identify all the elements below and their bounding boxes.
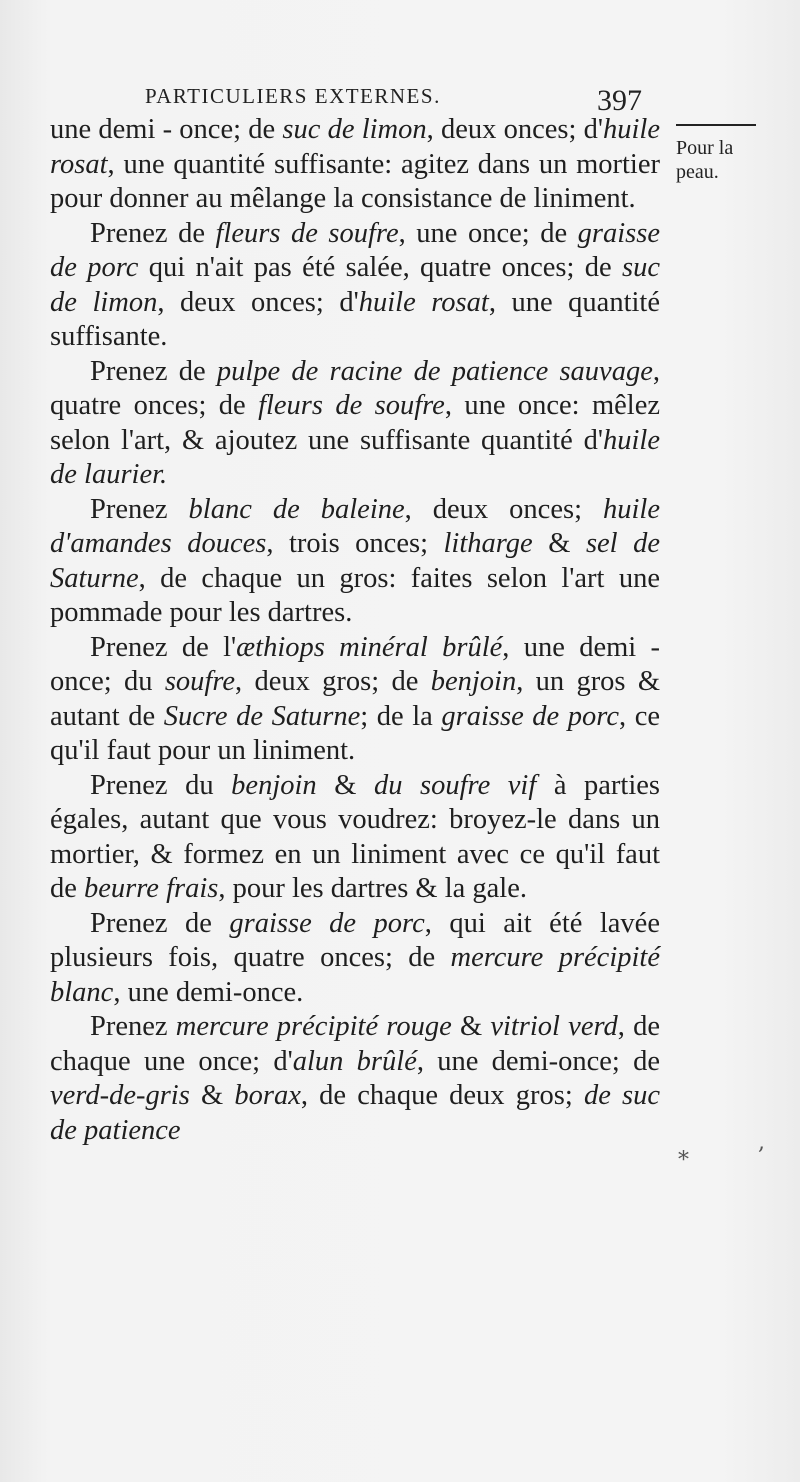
- italic-run: huile d'amandes douces: [50, 493, 660, 559]
- paragraph: [50, 1010, 660, 1148]
- text-run: , trois onces;: [266, 528, 444, 559]
- text-run: &: [189, 1080, 235, 1111]
- italic-run: Sucre de Saturne: [163, 700, 361, 732]
- text-run: , deux onces;: [404, 493, 603, 525]
- italic-run: huile rosat: [358, 286, 489, 318]
- running-title: PARTICULIERS EXTERNES.: [145, 84, 441, 108]
- ink-speck: *: [678, 1148, 689, 1173]
- italic-run: fleurs de soufre: [258, 390, 445, 421]
- margin-note-line-1: Pour la: [676, 137, 734, 159]
- text-run: à parties égales, autant que vous voudrez: broyez-le dans un mortier, & formez en un liniment avec ce qu'il faut de: [50, 769, 660, 904]
- margin-note-line-2: peau.: [676, 161, 719, 183]
- text-run: , de chaque un gros: faites selon l'art une pommade pour les dartres.: [50, 562, 660, 628]
- text-run: &: [451, 1011, 491, 1042]
- paragraph: [50, 769, 660, 907]
- text-run: , de chaque une once; d': [50, 1011, 660, 1077]
- italic-run: mercure précipité blanc: [50, 942, 660, 1008]
- italic-run: benjoin: [430, 666, 517, 697]
- text-run: , une quantité suffisante.: [50, 286, 660, 352]
- italic-run: beurre frais: [84, 873, 219, 904]
- italic-run: sel de Saturne: [50, 528, 661, 594]
- text-run: , pour les dartres & la gale.: [218, 873, 528, 904]
- italic-run: mercure précipité rouge: [175, 1011, 452, 1042]
- text-run: Prenez de l': [90, 631, 237, 663]
- text-run: , une once: mêlez selon l'art, & ajoutez une suffisante quantité d': [50, 390, 661, 456]
- text-run: , deux gros; de: [235, 666, 431, 697]
- text-run: Prenez de: [90, 217, 216, 249]
- italic-run: du soufre vif: [373, 769, 537, 801]
- text-run: une demi - once; de: [50, 114, 283, 145]
- text-run: Prenez: [90, 1011, 176, 1042]
- text-run: , de chaque deux gros;: [300, 1080, 584, 1111]
- italic-run: fleurs de soufre: [215, 217, 399, 249]
- text-run: , qui ait été lavée plusieurs fois, quatre onces; de: [50, 907, 660, 973]
- text-run: , une quantité suffisante: agitez dans un mortier pour donner au mêlange la consistance de liniment.: [50, 148, 660, 214]
- ink-speck: ,: [758, 1130, 765, 1155]
- italic-run: borax: [234, 1080, 301, 1111]
- italic-run: graisse de porc: [441, 700, 619, 732]
- italic-run: graisse de porc: [50, 217, 660, 283]
- text-run: , une demi-once.: [113, 976, 304, 1008]
- text-run: &: [316, 769, 374, 801]
- text-run: , une demi - once; du: [50, 631, 660, 697]
- italic-run: huile rosat: [50, 114, 661, 180]
- italic-run: verd-de-gris: [50, 1080, 190, 1111]
- text-run: , deux onces; d': [426, 114, 604, 145]
- italic-run: vitriol verd: [490, 1011, 618, 1042]
- italic-run: suc de limon: [282, 114, 427, 145]
- italic-run: æthiops minéral brûlé: [236, 631, 503, 663]
- text-run: Prenez du: [90, 769, 232, 801]
- margin-note: [676, 136, 766, 184]
- paragraph: [50, 355, 660, 493]
- italic-run: soufre: [164, 666, 236, 697]
- text-run: qui n'ait pas été salée, quatre onces; de: [138, 252, 623, 283]
- italic-run: graisse de porc: [229, 907, 425, 939]
- text-run: &: [532, 528, 586, 559]
- italic-run: alun brûlé: [292, 1045, 417, 1077]
- italic-run: blanc de baleine: [188, 493, 405, 525]
- text-run: , une demi-once; de: [416, 1045, 661, 1077]
- italic-run: de suc de patience: [50, 1080, 661, 1146]
- italic-run: litharge: [443, 528, 533, 559]
- italic-run: huile de laurier.: [50, 424, 660, 490]
- text-run: , deux onces; d': [157, 286, 359, 318]
- text-run: Prenez de: [90, 907, 230, 939]
- paragraph: [50, 907, 660, 1011]
- body-text: [50, 113, 660, 1148]
- paragraph: [50, 113, 660, 217]
- text-run: , un gros & autant de: [50, 666, 661, 732]
- italic-run: pulpe de racine de patience sauvage: [216, 355, 653, 387]
- text-run: Prenez de: [90, 355, 217, 387]
- margin-rule: [676, 124, 756, 126]
- paragraph: [50, 631, 660, 769]
- paragraph: [50, 217, 660, 355]
- text-run: , quatre onces; de: [50, 355, 660, 421]
- page-number: 397: [597, 84, 642, 117]
- text-run: ; de la: [360, 700, 442, 732]
- text-run: , ce qu'il faut pour un liniment.: [50, 700, 660, 766]
- paragraph: [50, 493, 660, 631]
- text-run: , une once; de: [398, 217, 578, 249]
- text-run: Prenez: [90, 493, 189, 525]
- italic-run: suc de limon: [50, 252, 661, 318]
- italic-run: benjoin: [231, 769, 317, 801]
